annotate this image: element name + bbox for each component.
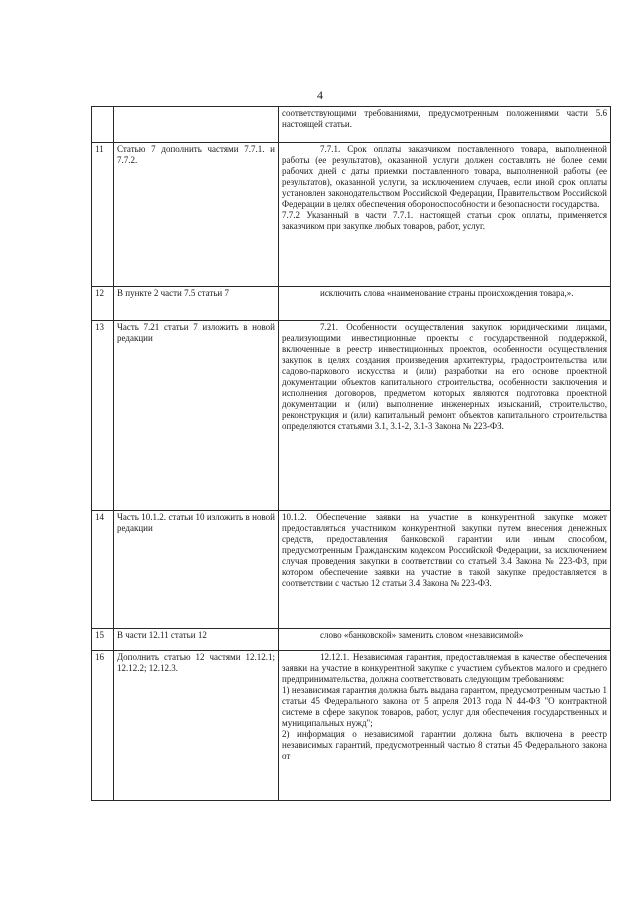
amendment-text: 12.12.1. Независимая гарантия, предоставляемая в качестве обеспечения заявки на участие в конкурентной закупке с участием субъектов малого и среднего предпринимательства, должна соответствовать следующим требованиям: 1) независимая гарантия должна быть выдана гарантом, предусмотренным частью 1 статьи 45 Федерального закона от 5 апреля 2013 года N 44-ФЗ "О контрактной системе в сфере закупок товаров, работ, услуг для обеспечения государственных и муниципальных нужд"; 2) информация о независимой гарантии должна быть включена в реестр независимых гарантий, предусмотренный частью 8 статьи 45 Федерального закона от xyxy=(282,652,607,761)
table-row xyxy=(92,629,611,651)
table-row xyxy=(92,321,611,511)
row-number: 14 xyxy=(92,511,114,629)
amendment-target: В пункте 2 части 7.5 статьи 7 xyxy=(114,287,279,321)
amendment-text: слово «банковской» заменить словом «независимой» xyxy=(320,630,524,640)
table-row xyxy=(92,287,611,321)
amendment-target: Часть 7.21 статьи 7 изложить в новой редакции xyxy=(114,321,279,511)
row-number: 16 xyxy=(92,651,114,801)
amendment-target: Дополнить статью 12 частями 12.12.1; 12.12.2; 12.12.3. xyxy=(114,651,279,801)
amendment-text: исключить слова «наименование страны происхождения товара,». xyxy=(320,288,574,298)
table-row xyxy=(92,143,611,287)
row-number: 13 xyxy=(92,321,114,511)
amendment-text: 7.7.1. Срок оплаты заказчиком поставленного товара, выполненной работы (ее результатов), оказанной услуги должен составлять не более семи рабочих дней с даты приемки поставленного товара, выполненной работы (ее результатов), оказанной услуги, за исключением случаев, если иной срок оплаты установлен законодательством Российской Федерации, Правительством Российской Федерации в целях обеспечения обороноспособности и безопасности государства. 7.7.2 Указанный в части 7.7.1. настоящей статьи срок оплаты, применяется заказчиком при закупке любых товаров, работ, услуг. xyxy=(282,144,607,231)
row-number xyxy=(92,107,114,143)
amendment-text: 10.1.2. Обеспечение заявки на участие в конкурентной закупке может предоставляться участником конкурентной закупки путем внесения денежных средств, предоставления банковской гарантии или иным способом, предусмотренным Гражданским кодексом Российской Федерации, за исключением случая проведения закупки в соответствии со статьей 3.4 Закона № 223-ФЗ, при котором обеспечение заявки на участие в такой закупке предоставляется в соответствии с частью 12 статьи 3.4 Закона № 223-ФЗ. xyxy=(282,512,607,588)
amendment-target: Часть 10.1.2. статьи 10 изложить в новой редакции xyxy=(114,511,279,629)
amendment-target: Статью 7 дополнить частями 7.7.1. и 7.7.2. xyxy=(114,143,279,287)
amendment-target: В части 12.11 статьи 12 xyxy=(114,629,279,651)
amendments-table xyxy=(91,106,611,801)
row-number: 15 xyxy=(92,629,114,651)
amendment-target xyxy=(114,107,279,143)
row-number: 12 xyxy=(92,287,114,321)
table-row xyxy=(92,107,611,143)
table-row xyxy=(92,511,611,629)
amendment-text: соответствующими требованиями, предусмотренным положениями части 5.6 настоящей статьи. xyxy=(282,108,607,129)
table-row xyxy=(92,651,611,801)
row-number: 11 xyxy=(92,143,114,287)
amendment-text: 7.21. Особенности осуществления закупок юридическими лицами, реализующими инвестиционные проекты с государственной поддержкой, включенные в реестр инвестиционных проектов, особенности осуществления закупок в целях создания произведения архитектуры, градостроительства или садово-паркового искусства и (или) разработки на его основе проектной документации объектов капитального строительства, особенности заключения и исполнения договоров, предметом которых являются подготовка проектной документации и (или) выполнение инженерных изысканий, строительство, реконструкция и (или) капитальный ремонт объектов капитального строительства определяются статьями 3.1, 3.1-2, 3.1-3 Закона № 223-ФЗ. xyxy=(282,322,607,431)
page-number: 4 xyxy=(317,88,323,102)
